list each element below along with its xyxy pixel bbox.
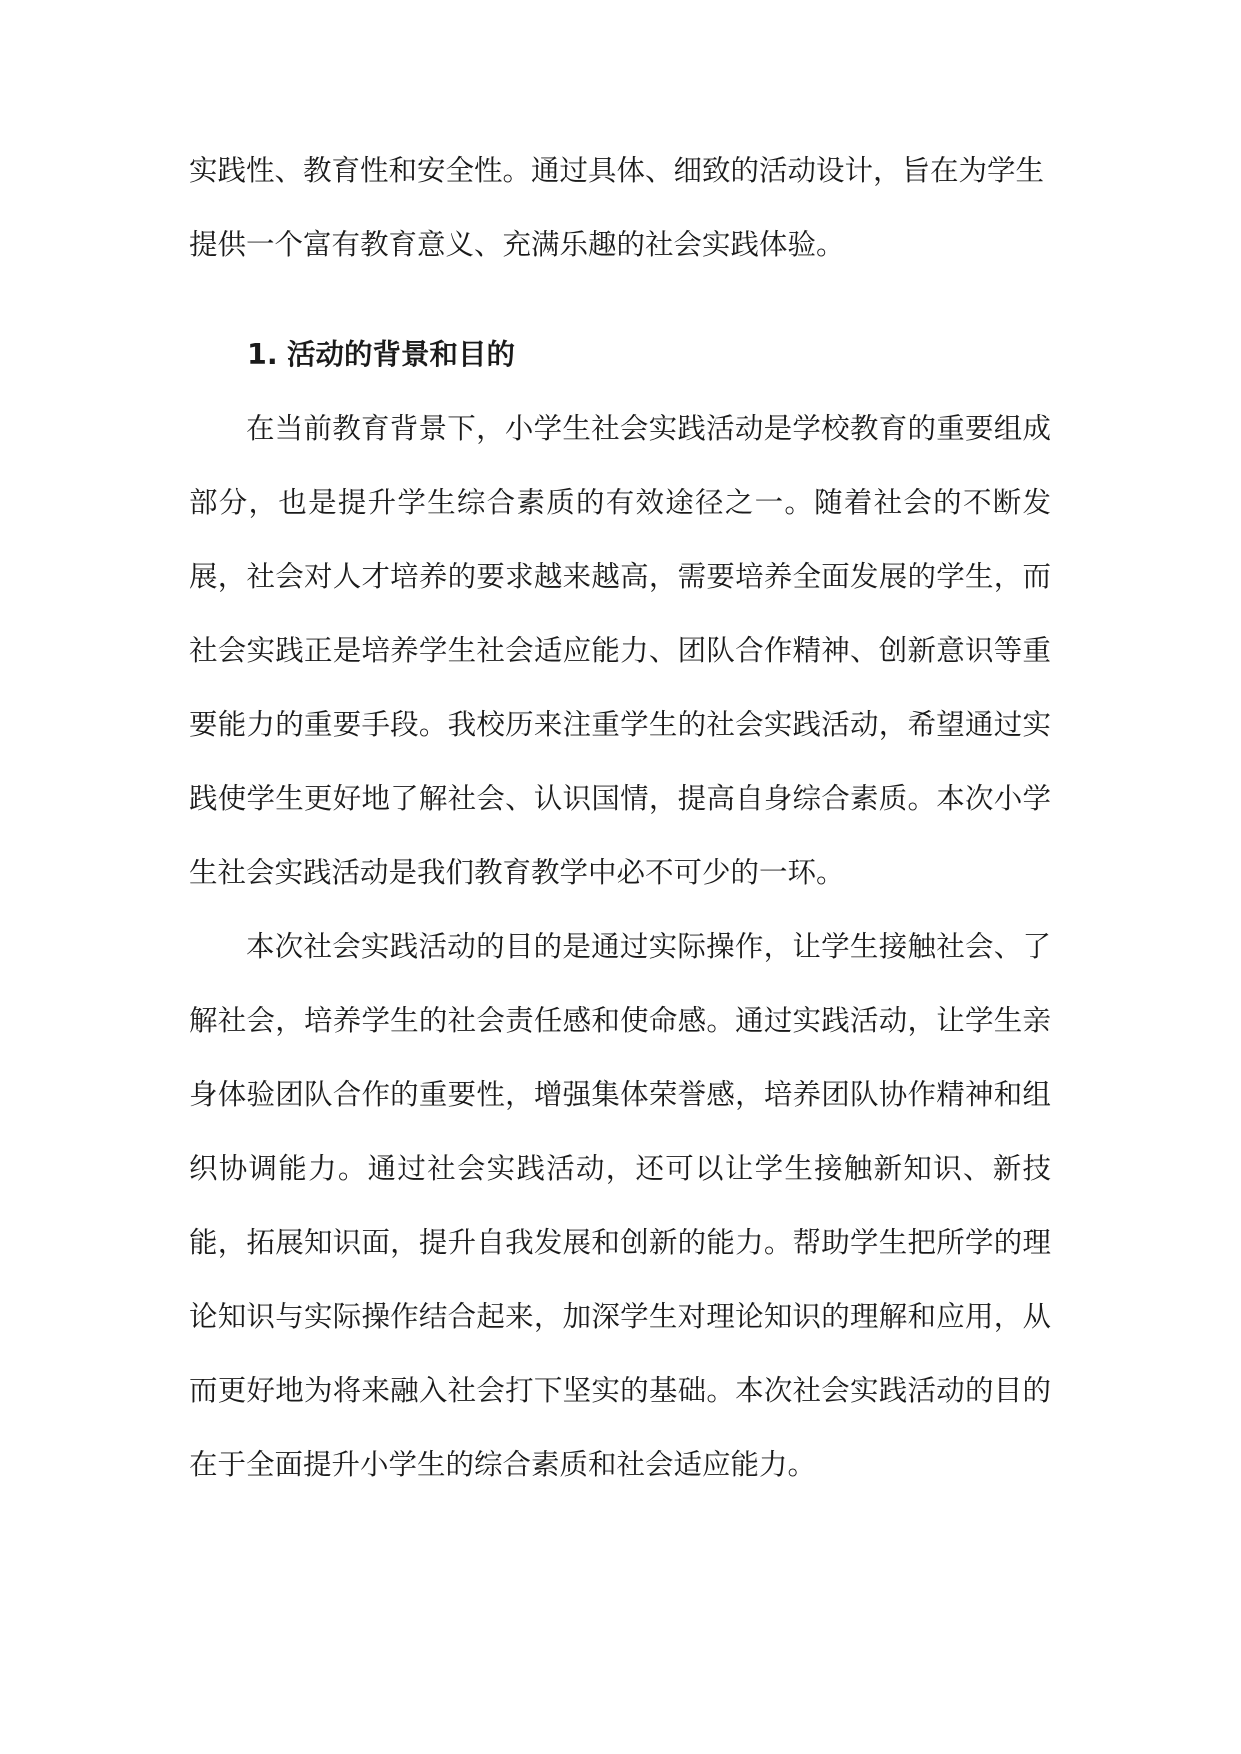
- intro-text: [189, 134, 1051, 282]
- intro-line-2: 提供一个富有教育意义、充满乐趣的社会实践体验。: [189, 228, 845, 261]
- paragraph-purpose: 本次社会实践活动的目的是通过实际操作，让学生接触社会、了解社会，培养学生的社会责任感和使命感。通过实践活动，让学生亲身体验团队合作的重要性，增强集体荣誉感，培养团队协作精神和组织协调能力。通过社会实践活动，还可以让学生接触新知识、新技能，拓展知识面，提升自我发展和创新的能力。帮助学生把所学的理论知识与实际操作结合起来，加深学生对理论知识的理解和应用，从而更好地为将来融入社会打下坚实的基础。本次社会实践活动的目的在于全面提升小学生的综合素质和社会适应能力。: [189, 930, 1051, 1481]
- section-number: 1.: [247, 338, 278, 371]
- section-title: 活动的背景和目的: [287, 338, 516, 371]
- intro-line-1: 实践性、教育性和安全性。通过具体、细致的活动设计，旨在为学生: [189, 154, 1045, 187]
- section-heading: [247, 318, 515, 392]
- paragraph-background: 在当前教育背景下，小学生社会实践活动是学校教育的重要组成部分，也是提升学生综合素质的有效途径之一。随着社会的不断发展，社会对人才培养的要求越来越高，需要培养全面发展的学生，而社会实践正是培养学生社会适应能力、团队合作精神、创新意识等重要能力的重要手段。我校历来注重学生的社会实践活动，希望通过实践使学生更好地了解社会、认识国情，提高自身综合素质。本次小学生社会实践活动是我们教育教学中必不可少的一环。: [189, 412, 1051, 889]
- section-body: [189, 392, 1051, 1502]
